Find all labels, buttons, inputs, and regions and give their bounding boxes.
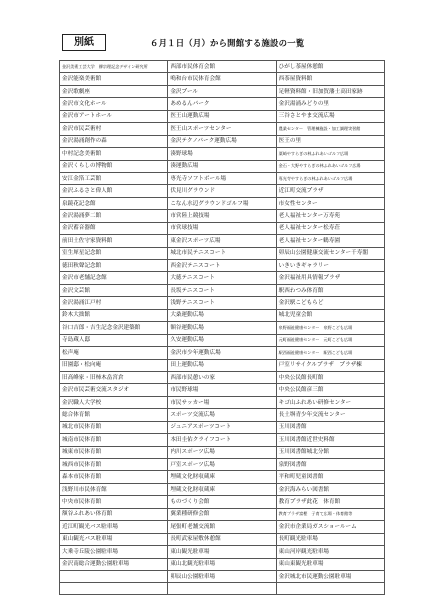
facility-cell: 金沢海みらい図書館 (276, 483, 384, 495)
facility-cell: 中央公民館彦三館 (276, 384, 384, 396)
facility-cell: 額谷運動広場 (168, 322, 276, 334)
table-row (60, 434, 385, 446)
facility-cell: 泉野図書館 (276, 459, 384, 471)
facility-cell: 金沢蓄音器館 (60, 222, 168, 234)
facility-cell: 金沢湯涌創作の森 (60, 135, 168, 147)
facility-cell: 金沢駅こどもらど (276, 297, 384, 309)
document-title: ６月１日（月）から開館する施設の一覧 (150, 38, 305, 48)
facility-cell: 金沢福祉用具情報プラザ (276, 272, 384, 284)
table-row (60, 185, 385, 197)
table-row (60, 396, 385, 408)
facility-cell: 田上運動広場 (168, 359, 276, 371)
facility-cell: 金沢美術工芸大学 柳宗理記念デザイン研究所 (60, 61, 168, 73)
facility-cell: ひがし茶屋休憩館 (276, 61, 384, 73)
facility-cell: 金沢市老舗記念館 (60, 272, 168, 284)
facility-cell: 玉川図書館 (276, 421, 384, 433)
table-row (60, 347, 385, 359)
table-row (60, 583, 385, 595)
table-row (60, 235, 385, 247)
facility-cell: 教育プラザ富樫 子育て広場・体育館等 (276, 508, 384, 520)
table-row (60, 508, 385, 520)
facility-cell: 東金沢スポーツ広場 (168, 235, 276, 247)
facility-cell: 三谷さとやま交流広場 (276, 110, 384, 122)
facility-cell: 城西市民体育館 (60, 459, 168, 471)
facility-cell: 老人福祉センター松寿荘 (276, 222, 384, 234)
table-row (60, 459, 385, 471)
facility-cell: 医王の里 (276, 135, 384, 147)
facility-cell: 駅西福祉健康センター 駅西こども広場 (276, 347, 384, 359)
facility-cell (60, 570, 168, 582)
facility-cell: 金沢市文化ホール (60, 98, 168, 110)
facility-cell: キゴ山ふれあい研修センター (276, 396, 384, 408)
facility-cell: 玉川図書館近世史料館 (276, 434, 384, 446)
facility-cell (168, 583, 276, 595)
facility-cell: 寺島蔵人邸 (60, 334, 168, 346)
facility-cell: 東山東観光駐車場 (276, 558, 384, 570)
table-row (60, 160, 385, 172)
facility-cell: 農業センター 管理棟施設・加工調理実習館 (276, 123, 384, 135)
facility-cell: 城東市民体育館 (60, 446, 168, 458)
table-row (60, 558, 385, 570)
facility-cell: 金沢歌劇座 (60, 85, 168, 97)
table-row (60, 210, 385, 222)
facility-cell: 伏見川グラウンド (168, 185, 276, 197)
facility-cell: 金沢湯涌みどりの里 (276, 98, 384, 110)
facility-cell: 戸室スポーツ広場 (168, 459, 276, 471)
facility-cell: 老人福祉センター鶴寿園 (276, 235, 384, 247)
table-row (60, 421, 385, 433)
table-row (60, 570, 385, 582)
facility-cell: 徳田秋聲記念館 (60, 260, 168, 272)
facility-cell: 額谷ふれあい体育館 (60, 508, 168, 520)
table-row (60, 98, 385, 110)
table-row (60, 483, 385, 495)
table-row (60, 172, 385, 184)
facility-cell: 平和町児童図書館 (276, 471, 384, 483)
facility-cell: 城北市民テニスコート (168, 247, 276, 259)
table-row (60, 521, 385, 533)
facility-cell: 市民サッカー場 (168, 396, 276, 408)
table-row (60, 260, 385, 272)
facility-cell: 東山観光駐車場 (168, 546, 276, 558)
facility-cell: 西部市民憩いの家 (168, 371, 276, 383)
facility-cell: 金沢文芸館 (60, 284, 168, 296)
facility-cell: 総合体育館 (60, 409, 168, 421)
facility-cell: 中央市民体育館 (60, 496, 168, 508)
facility-cell: 湊運動広場 (168, 160, 276, 172)
facility-cell: 内川スポーツ広場 (168, 446, 276, 458)
facility-cell: 卯辰山公園健康交流センター千寿閣 (276, 247, 384, 259)
facility-cell: 室生犀星記念館 (60, 247, 168, 259)
facility-cell: 金沢南総合運動公園駐車場 (60, 558, 168, 570)
facility-cell: 専光寺やすらぎの林ふれあいゴルフ広場 (276, 172, 384, 184)
facility-cell: 西茶屋資料館 (276, 73, 384, 85)
facility-cell: 旧高峰家・旧柿木畠宮倉 (60, 371, 168, 383)
table-row (60, 371, 385, 383)
facility-cell: 谷口吉郎・吉生記念金沢建築館 (60, 322, 168, 334)
facility-cell: いきいきギャラリー (276, 260, 384, 272)
facility-cell: 久安運動広場 (168, 334, 276, 346)
facility-cell: 湊野球場 (168, 148, 276, 160)
facility-cell: 市女性センター (276, 197, 384, 209)
table-row (60, 110, 385, 122)
facility-cell: 市民野球場 (168, 384, 276, 396)
table-row (60, 123, 385, 135)
facility-cell: 鈴木大拙館 (60, 309, 168, 321)
facility-cell: 金沢城北市民運動公園駐車場 (276, 570, 384, 582)
table-row (60, 73, 385, 85)
table-row (60, 135, 385, 147)
facility-cell: 城南市民体育館 (60, 434, 168, 446)
facility-cell: 長坂テニスコート (168, 284, 276, 296)
table-row (60, 471, 385, 483)
facility-cell: 近江町交流プラザ (276, 185, 384, 197)
facility-cell: 金沢市アートホール (60, 110, 168, 122)
facility-cell: 中央公民館長町館 (276, 371, 384, 383)
facility-cell: 教育プラザ此花 体育館 (276, 496, 384, 508)
facility-cell: 老人福祉センター万寿苑 (276, 210, 384, 222)
facility-cell: 金沢ふるさと偉人館 (60, 185, 168, 197)
table-row (60, 496, 385, 508)
facility-cell: 金沢市民芸術交流スタジオ (60, 384, 168, 396)
facility-cell: 市営陸上競技場 (168, 210, 276, 222)
facility-cell: 金沢くらしの博物館 (60, 160, 168, 172)
facility-cell: 城北児童会館 (276, 309, 384, 321)
facility-cell: 大乗寺丘陵公園駐車場 (60, 546, 168, 558)
facility-cell: 東山北観光駐車場 (168, 558, 276, 570)
facility-cell: 翼業種研修会館 (168, 508, 276, 520)
facility-cell: 前田土佐守家資料館 (60, 235, 168, 247)
facility-cell: 医王山運動広場 (168, 110, 276, 122)
facility-cell: 東山観光バス駐車場 (60, 533, 168, 545)
table-row (60, 61, 385, 73)
facility-cell: 金沢市民芸術村 (60, 123, 168, 135)
facility-cell: 松声庵 (60, 347, 168, 359)
facility-cell (276, 583, 384, 595)
facility-cell: 長土塀青少年交流センター (276, 409, 384, 421)
facility-cell: スポーツ交流広場 (168, 409, 276, 421)
facility-cell: 尾張町老舗交流館 (168, 521, 276, 533)
facility-cell: 長町武家屋敷休憩館 (168, 533, 276, 545)
facility-cell: 医王山スポーツセンター (168, 123, 276, 135)
facility-cell: 大桑運動広場 (168, 309, 276, 321)
facility-cell: ものづくり会館 (168, 496, 276, 508)
table-row (60, 446, 385, 458)
facility-cell: 城北市民体育館 (60, 421, 168, 433)
facility-cell: 鳴和台市民体育会館 (168, 73, 276, 85)
table-row (60, 222, 385, 234)
facility-cell: 金沢プール (168, 85, 276, 97)
facility-cell: 近江町観光バス駐車場 (60, 521, 168, 533)
table-row (60, 272, 385, 284)
table-row (60, 85, 385, 97)
facility-cell: あめるんパーク (168, 98, 276, 110)
table-row (60, 297, 385, 309)
attachment-label: 別紙 (62, 34, 106, 51)
facility-cell: 専光寺ソフトボール場 (168, 172, 276, 184)
facility-cell: 本田圭佑クライフコート (168, 434, 276, 446)
table-row (60, 322, 385, 334)
table-row (60, 546, 385, 558)
facility-cell: 泉野福祉健康センター 泉野こども広場 (276, 322, 384, 334)
facility-cell: 戸室リサイクルプラザ プラザ棟 (276, 359, 384, 371)
table-row (60, 384, 385, 396)
facility-cell: 西部市民体育会館 (168, 61, 276, 73)
table-row (60, 334, 385, 346)
facility-cell: 金沢職人大学校 (60, 396, 168, 408)
facility-cell: 埋蔵文化財収蔵庫 (168, 483, 276, 495)
facility-cell: 安江金箔工芸館 (60, 172, 168, 184)
facility-cell: 金石・大野やすらぎの林ふれあいゴルフ広場 (276, 160, 384, 172)
facility-cell: 森本市民体育館 (60, 471, 168, 483)
facility-cell: 粟崎やすらぎの林ふれあいゴルフ広場 (276, 148, 384, 160)
facility-cell: 西金沢テニスコート (168, 260, 276, 272)
facility-cell: こなん水辺グラウンドゴルフ場 (168, 197, 276, 209)
facility-cell: 金沢能楽美術館 (60, 73, 168, 85)
facility-cell: 長町観光駐車場 (276, 533, 384, 545)
table-row (60, 409, 385, 421)
facility-cell: 埋蔵文化財収蔵庫 (168, 471, 276, 483)
table-row (60, 148, 385, 160)
facility-cell: 浅野テニスコート (168, 297, 276, 309)
facility-cell: 市営球技場 (168, 222, 276, 234)
facility-cell: 旧園邸・松向庵 (60, 359, 168, 371)
facility-cell: 足軽資料館・旧加賀藩士高田家跡 (276, 85, 384, 97)
facility-table (59, 60, 385, 595)
facility-cell: 東山河岸観光駐車場 (276, 546, 384, 558)
facility-cell: 金沢テクノパーク運動広場 (168, 135, 276, 147)
facility-cell: 浅野川市民体育館 (60, 483, 168, 495)
facility-cell: 元町福祉健康センター 元町こども広場 (276, 334, 384, 346)
table-row (60, 247, 385, 259)
facility-cell: 大徳テニスコート (168, 272, 276, 284)
table-row (60, 197, 385, 209)
facility-cell: 金沢市企業局ガスショールーム (276, 521, 384, 533)
facility-cell: 駅西わつみ体育館 (276, 284, 384, 296)
facility-cell: 卯辰山公園駐車場 (168, 570, 276, 582)
facility-cell (60, 583, 168, 595)
facility-cell: 金沢湯涌江戸村 (60, 297, 168, 309)
table-row (60, 533, 385, 545)
facility-cell: 中村記念美術館 (60, 148, 168, 160)
facility-cell: ジュニアスポーツコート (168, 421, 276, 433)
facility-cell: 泉鏡花記念館 (60, 197, 168, 209)
facility-cell: 金沢市少年運動広場 (168, 347, 276, 359)
table-row (60, 359, 385, 371)
table-row (60, 284, 385, 296)
facility-cell: 金沢湯涌夢二館 (60, 210, 168, 222)
facility-cell: 玉川図書館城北分館 (276, 446, 384, 458)
table-row (60, 309, 385, 321)
